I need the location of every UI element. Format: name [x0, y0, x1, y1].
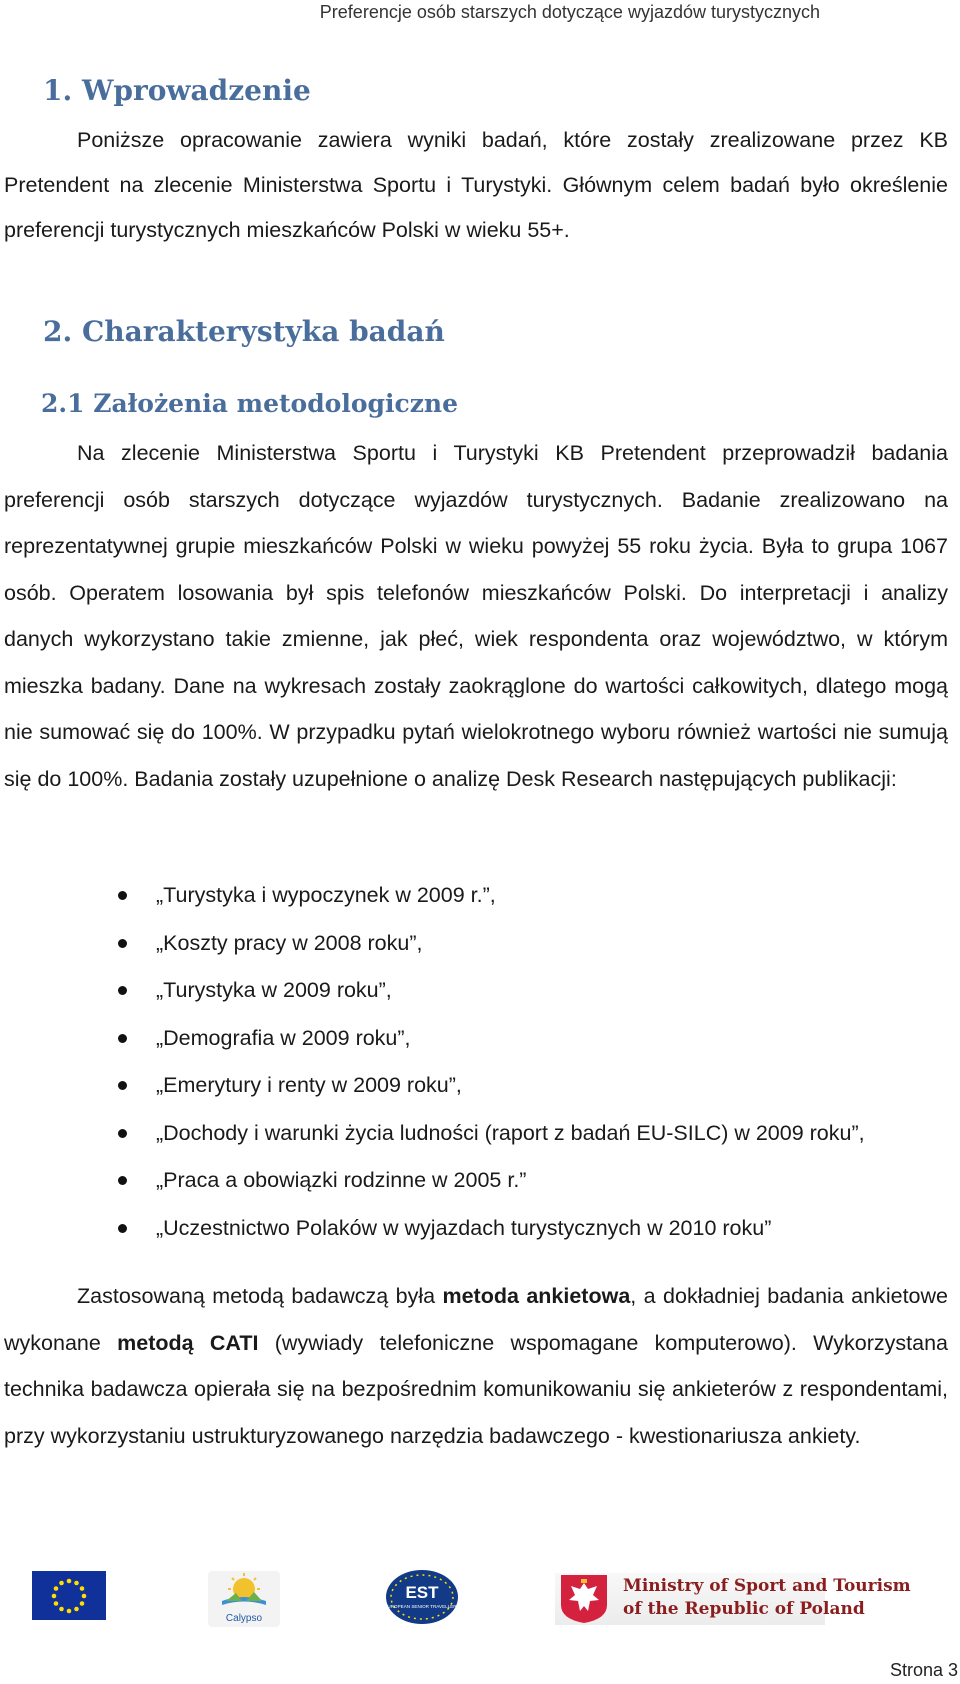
publication-title: „Demografia w 2009 roku”, [156, 1025, 411, 1050]
list-item [118, 1110, 865, 1158]
list-item [118, 920, 865, 968]
publication-title: „Dochody i warunki życia ludności (raport z badań EU-SILC) w 2009 roku”, [156, 1120, 865, 1145]
footer-logos [0, 1568, 960, 1628]
bullet-icon [118, 1224, 127, 1233]
method-text-1: Zastosowaną metodą badawczą była [77, 1284, 443, 1308]
ministry-logo [555, 1573, 911, 1625]
method-text-2: , a dokładniej badania ankietowe wykonane [4, 1284, 949, 1355]
publication-title: „Emerytury i renty w 2009 roku”, [156, 1073, 462, 1097]
est-badge-icon [383, 1568, 461, 1626]
polish-eagle-emblem-icon [557, 1573, 619, 1625]
list-item [118, 1157, 865, 1205]
publication-title: „Turystyka w 2009 roku”, [156, 978, 392, 1002]
publication-title: „Uczestnictwo Polaków w wyjazdach turystycznych w 2010 roku” [156, 1215, 772, 1240]
list-item [118, 1205, 865, 1253]
bullet-icon [118, 1129, 127, 1138]
ministry-line-1: Ministry of Sport and Tourism [623, 1576, 911, 1596]
method-text-3: (wywiady telefoniczne wspomagane komputerowo). Wykorzystana technika badawcza opierała się na bezpośrednim komunikowaniu się ankieterów z respondentami, przy wykorzystaniu ustrukturyzowanego narzędzia badawczego - kwestionariusza ankiety. [4, 1330, 948, 1448]
calypso-wordmark: Calypso [225, 1613, 263, 1624]
list-item [118, 1062, 865, 1110]
ministry-line-2: of the Republic of Poland [623, 1599, 865, 1619]
bullet-icon [118, 1081, 127, 1090]
methodology-paragraph: Na zlecenie Ministerstwa Sportu i Turystyki KB Pretendent przeprowadził badania preferencji osób starszych dotyczące wyjazdów turystycznych. Badanie zrealizowano na reprezentatywnej grupie mieszkańców Polski w wieku powyżej 55 roku życia. Była to grupa 1067 osób. Operatem losowania był spis telefonów mieszkańców Polski. Do interpretacji i analizy danych wykorzystano takie zmienne, jak płeć, wiek respondenta oraz województwo, w którym mieszka badany. Dane na wykresach zostały zaokrąglone do wartości całkowitych, dlatego mogą nie sumować się do 100%. W przypadku pytań wielokrotnego wyboru również wartości nie sumują się do 100%. Badania zostały uzupełnione o analizę Desk Research następujących publikacji: [4, 441, 948, 791]
est-logo [383, 1568, 461, 1626]
bullet-icon [118, 891, 127, 900]
publication-list [118, 872, 865, 1252]
method-emphasis-cati: metodą CATI [117, 1330, 259, 1355]
calypso-sun-icon [208, 1571, 280, 1627]
est-subtitle: EUROPEAN SENIOR TRAVELLERS [384, 1604, 460, 1609]
introduction-paragraph: Poniższe opracowanie zawiera wyniki badań, które zostały zrealizowane przez KB Pretendent na zlecenie Ministerstwa Sportu i Turystyki. Głównym celem badań było określenie preferencji turystycznych mieszkańców Polski w wieku 55+. [4, 128, 948, 242]
calypso-logo [208, 1571, 280, 1627]
publication-title: „Koszty pracy w 2008 roku”, [156, 930, 423, 955]
bullet-icon [118, 986, 127, 995]
list-item [118, 872, 865, 920]
list-item [118, 1015, 865, 1063]
subsection-heading-methodology: 2.1 Założenia metodologiczne [41, 389, 459, 418]
page-number: Strona 3 [889, 1660, 958, 1680]
publication-title: „Praca a obowiązki rodzinne w 2005 r.” [156, 1168, 527, 1192]
eu-stars-icon [32, 1571, 106, 1620]
running-header: Preferencje osób starszych dotyczące wyjazdów turystycznych [319, 2, 820, 22]
method-paragraph [4, 1273, 948, 1459]
section-heading-characteristics: 2. Charakterystyka badań [43, 315, 445, 348]
publication-title: „Turystyka i wypoczynek w 2009 r.”, [156, 883, 496, 907]
section-heading-introduction: 1. Wprowadzenie [43, 74, 311, 107]
bullet-icon [118, 1176, 127, 1185]
est-wordmark: EST [405, 1583, 439, 1602]
bullet-icon [118, 939, 127, 948]
method-emphasis-survey: metoda ankietowa [442, 1284, 631, 1308]
list-item [118, 967, 865, 1015]
bullet-icon [118, 1034, 127, 1043]
eu-flag-logo [32, 1571, 106, 1620]
ministry-wordmark [623, 1575, 911, 1621]
